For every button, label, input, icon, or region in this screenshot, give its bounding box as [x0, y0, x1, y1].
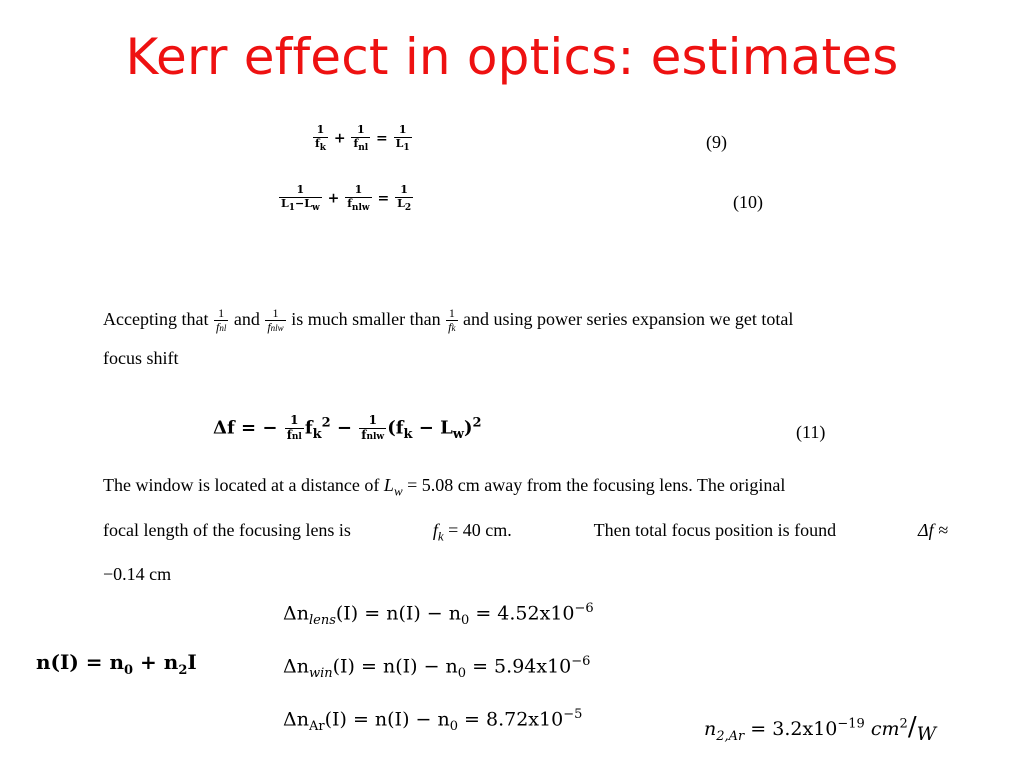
- page-title: Kerr effect in optics: estimates: [125, 28, 899, 86]
- formula-n-of-I: $n(I) = n_0 + n_2I$: [36, 650, 197, 678]
- n2-ar-value: $n_{2,Ar} = 3.2x10^{-19}$ $cm^2/W$: [704, 712, 937, 745]
- paragraph-window: [103, 466, 948, 594]
- fraction-1-over-fnlw: $\frac{1}{f_{nlw}}$: [347, 183, 370, 213]
- fraction-1-over-fnl-eq11: $\frac{1}{\text{fnl}}$: [286, 413, 302, 442]
- fraction-1-over-fnl-inline: $\frac{1}{\text{fnl}}$: [215, 305, 227, 335]
- equation-number-9: (9): [706, 132, 727, 152]
- fraction-1-over-L1-minus-Lw: $\frac{1}{L_1-L_w}$: [281, 183, 320, 213]
- fraction-1-over-L2: $\frac{1}{L_2}$: [397, 183, 412, 213]
- fraction-1-over-fnl: $\frac{1}{f_{nl}}$: [353, 123, 369, 153]
- paragraph2-line-1: The window is located at a distance of $L_w = 5.08$ cm away from the focusing lens. The original: [103, 475, 786, 499]
- equation-9: $\frac{1}{f_k}$ + $\frac{1}{f_{nl}}$ = $\frac{1}{L_1}$: [315, 123, 410, 153]
- paragraph-line-2: focus shift: [103, 348, 179, 368]
- equation-number-11: (11): [796, 422, 826, 442]
- fraction-1-over-fk-inline: $\frac{1}{fk}$: [448, 305, 456, 335]
- delta-n-lens: $\Delta n_{lens}(I) = n(I) - n_0 = 4.52x10^{-6}$: [283, 601, 594, 629]
- fraction-1-over-fk: $\frac{1}{f_k}$: [315, 123, 326, 153]
- fraction-1-over-fnlw-eq11: $\frac{1}{\text{fnlw}}$: [361, 413, 385, 442]
- paragraph2-line-2: focal length of the focusing lens is $f_k = 40$ cm. Then total focus position is found Δf ≈: [103, 519, 948, 544]
- paragraph2-line-3: −0.14 cm: [103, 564, 172, 585]
- delta-n-ar: $\Delta n_{Ar}(I) = n(I) - n_0 = 8.72x10^{-5}$: [283, 707, 583, 735]
- delta-n-win: $\Delta n_{win}(I) = n(I) - n_0 = 5.94x10^{-6}$: [283, 654, 591, 682]
- equation-number-10: (10): [733, 192, 763, 212]
- paragraph-accepting: [103, 300, 953, 378]
- paragraph-line-1: Accepting that $\frac{1}{\text{fnl}}$ and $\frac{1}{\text{fnlw}}$ is much smaller than $\frac{1}{fk}$ and using power series expansion we get total: [103, 305, 794, 335]
- fraction-1-over-fnlw-inline: $\frac{1}{\text{fnlw}}$: [267, 305, 284, 335]
- fraction-1-over-L1: $\frac{1}{L_1}$: [395, 123, 410, 153]
- equation-11: Δf = − $\frac{1}{\text{fnl}}$ $f_k^2$ − $\frac{1}{\text{fnlw}}$ $(f_k - L_w)^2$: [213, 413, 482, 442]
- equation-10: $\frac{1}{L_1-L_w}$ + $\frac{1}{f_{nlw}}$ = $\frac{1}{L_2}$: [281, 183, 412, 213]
